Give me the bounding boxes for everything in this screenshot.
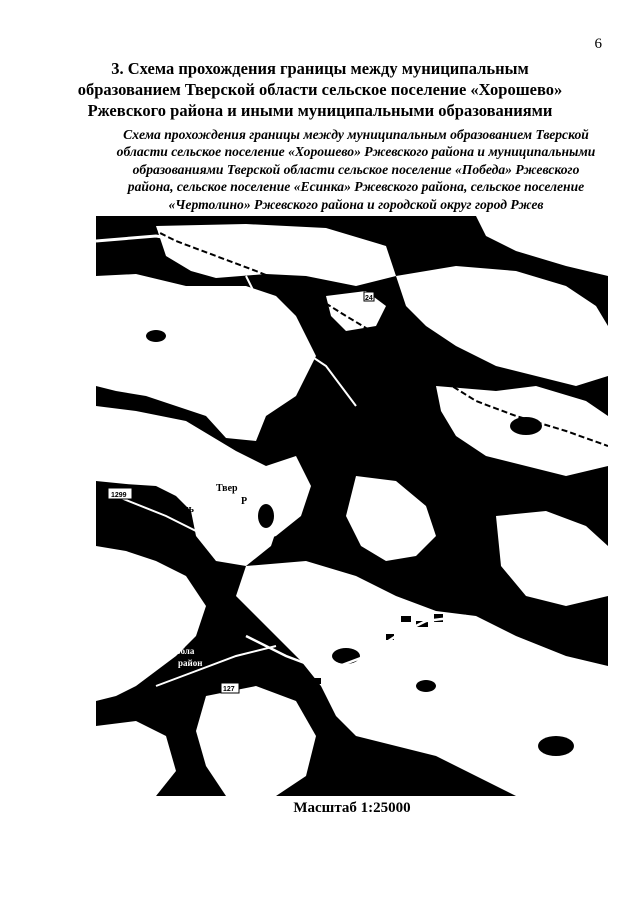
- page-number: 6: [594, 36, 602, 52]
- corner-label: УТ: [110, 218, 125, 229]
- caption-line: образованиями Тверской области сельское поселение «Победа» Ржевского: [132, 161, 580, 177]
- forest-patch: [332, 648, 360, 664]
- heading-line: образованием Тверской области сельское поселение «Хорошево»: [77, 80, 563, 99]
- settlement-block: [311, 678, 321, 684]
- map-canvas: [96, 216, 608, 796]
- forest-patch: [538, 736, 574, 756]
- road-label-1299: 1299: [111, 492, 127, 499]
- caption-line: района, сельское поселение «Есинка» Ржевского района, сельское поселение: [127, 179, 585, 195]
- scale-label: Масштаб 1:25000: [293, 800, 411, 816]
- caption-line: «Чертолино» Ржевского района и городской округ город Ржев: [168, 196, 544, 212]
- settlement-block: [401, 616, 411, 622]
- settlement-label: сель: [174, 504, 194, 515]
- tver-label-2: Р: [241, 496, 248, 507]
- raion-label: район: [178, 658, 203, 668]
- boundary-map[interactable]: [96, 216, 608, 796]
- caption-line: Схема прохождения границы между муниципальным образованием Тверской: [123, 127, 589, 142]
- road-label-127: 127: [223, 686, 235, 693]
- oblast-label: обла: [176, 646, 195, 656]
- caption-line: области сельское поселение «Хорошево» Ржевского района и муниципальными: [116, 144, 596, 160]
- tver-label: Твер: [216, 483, 238, 494]
- settlement-block: [296, 671, 304, 677]
- forest-patch: [146, 330, 166, 342]
- forest-patch: [510, 417, 542, 435]
- map-caption: [96, 126, 616, 213]
- section-heading: [60, 58, 580, 121]
- heading-line: 3. Схема прохождения границы между муниципальным: [111, 59, 529, 78]
- forest-patch: [416, 680, 436, 692]
- heading-line: Ржевского района и иными муниципальными образованиями: [87, 101, 553, 120]
- forest-patch: [258, 504, 274, 528]
- road-label-24: 24: [365, 295, 373, 302]
